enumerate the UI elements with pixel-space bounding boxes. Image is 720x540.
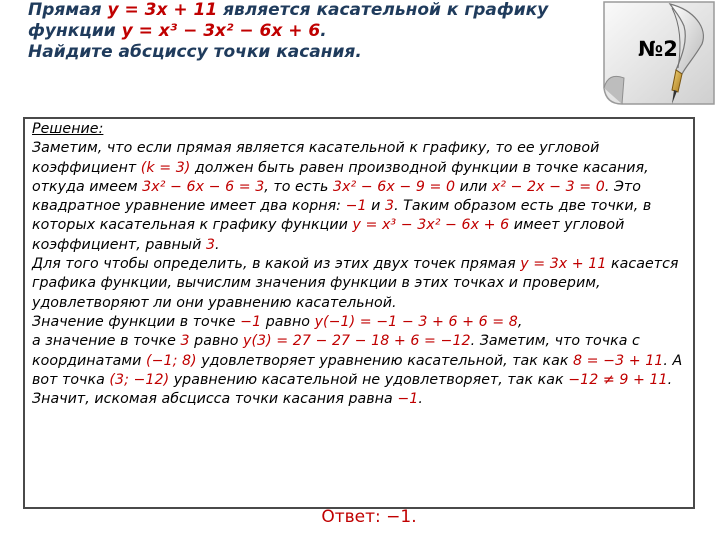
- solution-span: или: [455, 178, 492, 195]
- solution-span: , то есть: [264, 178, 333, 195]
- solution-span: .: [215, 236, 220, 253]
- solution-span: Значение функции в точке: [32, 313, 241, 330]
- solution-formula: (3; −12): [109, 371, 170, 388]
- solution-heading: Решение:: [32, 121, 104, 137]
- slide-number: №2: [638, 37, 678, 61]
- solution-formula: (−1; 8): [145, 352, 197, 369]
- solution-formula: y(3) = 27 − 27 − 18 + 6 = −12: [243, 333, 471, 350]
- solution-formula: y(−1) = −1 − 3 + 6 + 6 = 8: [314, 313, 518, 330]
- solution-span: а значение в точке: [32, 333, 181, 350]
- solution-formula: 3x² − 6x − 6 = 3: [142, 178, 265, 195]
- answer: Ответ: −1.: [321, 507, 417, 527]
- solution-span: имеет угловой коэффициент, равный: [32, 217, 625, 253]
- solution-formula: y = x³ − 3x² − 6x + 6: [352, 217, 510, 234]
- solution-formula: −1: [345, 198, 367, 215]
- solution-span: удовлетворяет уравнению касательной, так как: [196, 352, 574, 369]
- task-formula: y = 3x + 11: [107, 0, 218, 20]
- solution-formula: y = 3x + 11: [520, 256, 607, 273]
- task-text: .: [320, 21, 327, 41]
- solution-span: касается графика функции, вычислим значения функции в этих точках и проверим, удовлетворяют ли они уравнению касательной.: [32, 256, 679, 311]
- solution-span: ,: [517, 313, 523, 330]
- solution-formula: 3x² − 6x − 9 = 0: [332, 178, 456, 195]
- solution-formula: x² − 2x − 3 = 0: [491, 178, 605, 195]
- solution-formula: 3: [205, 236, 216, 253]
- task-text: является касательной к графику: [217, 0, 549, 20]
- task-text: функции: [28, 21, 122, 41]
- solution-formula: 8 = −3 + 11: [573, 352, 664, 369]
- solution-span: . Таким образом есть две точки, в которых касательная к графику функции: [32, 198, 652, 234]
- solution-span: .: [667, 371, 673, 388]
- solution-span: .: [418, 391, 423, 408]
- solution-span: Значит, искомая абсцисса точки касания равна: [32, 391, 398, 408]
- solution-formula: (k = 3): [140, 159, 191, 176]
- solution-span: . Заметим, что точка с координатами: [32, 333, 640, 369]
- solution-span: Для того чтобы определить, в какой из этих двух точек прямая: [32, 256, 521, 273]
- task-formula: y = x³ − 3x² − 6x + 6: [121, 21, 321, 41]
- task-statement: [28, 0, 588, 63]
- solution-formula: 3: [384, 198, 395, 215]
- solution-formula: −1: [397, 391, 419, 408]
- solution-span: равно: [261, 313, 315, 330]
- task-question: Найдите абсциссу точки касания.: [28, 42, 362, 62]
- solution-text: [32, 120, 694, 409]
- solution-span: . Это квадратное уравнение имеет два корня:: [32, 178, 641, 215]
- solution-span: уравнению касательной не удовлетворяет, так как: [169, 371, 569, 388]
- solution-span: должен быть равен производной функции в точке касания, откуда имеем: [32, 159, 649, 195]
- solution-formula: −1: [240, 313, 262, 330]
- solution-span: равно: [189, 333, 243, 350]
- solution-span: Заметим, что если прямая является касательной к графику, то ее угловой коэффициент: [32, 140, 600, 176]
- solution-span: и: [366, 198, 385, 215]
- solution-formula: −12 ≠ 9 + 11: [568, 371, 668, 388]
- solution-formula: 3: [180, 333, 190, 350]
- task-text: Прямая: [28, 0, 108, 20]
- solution-span: . А вот точка: [32, 352, 683, 388]
